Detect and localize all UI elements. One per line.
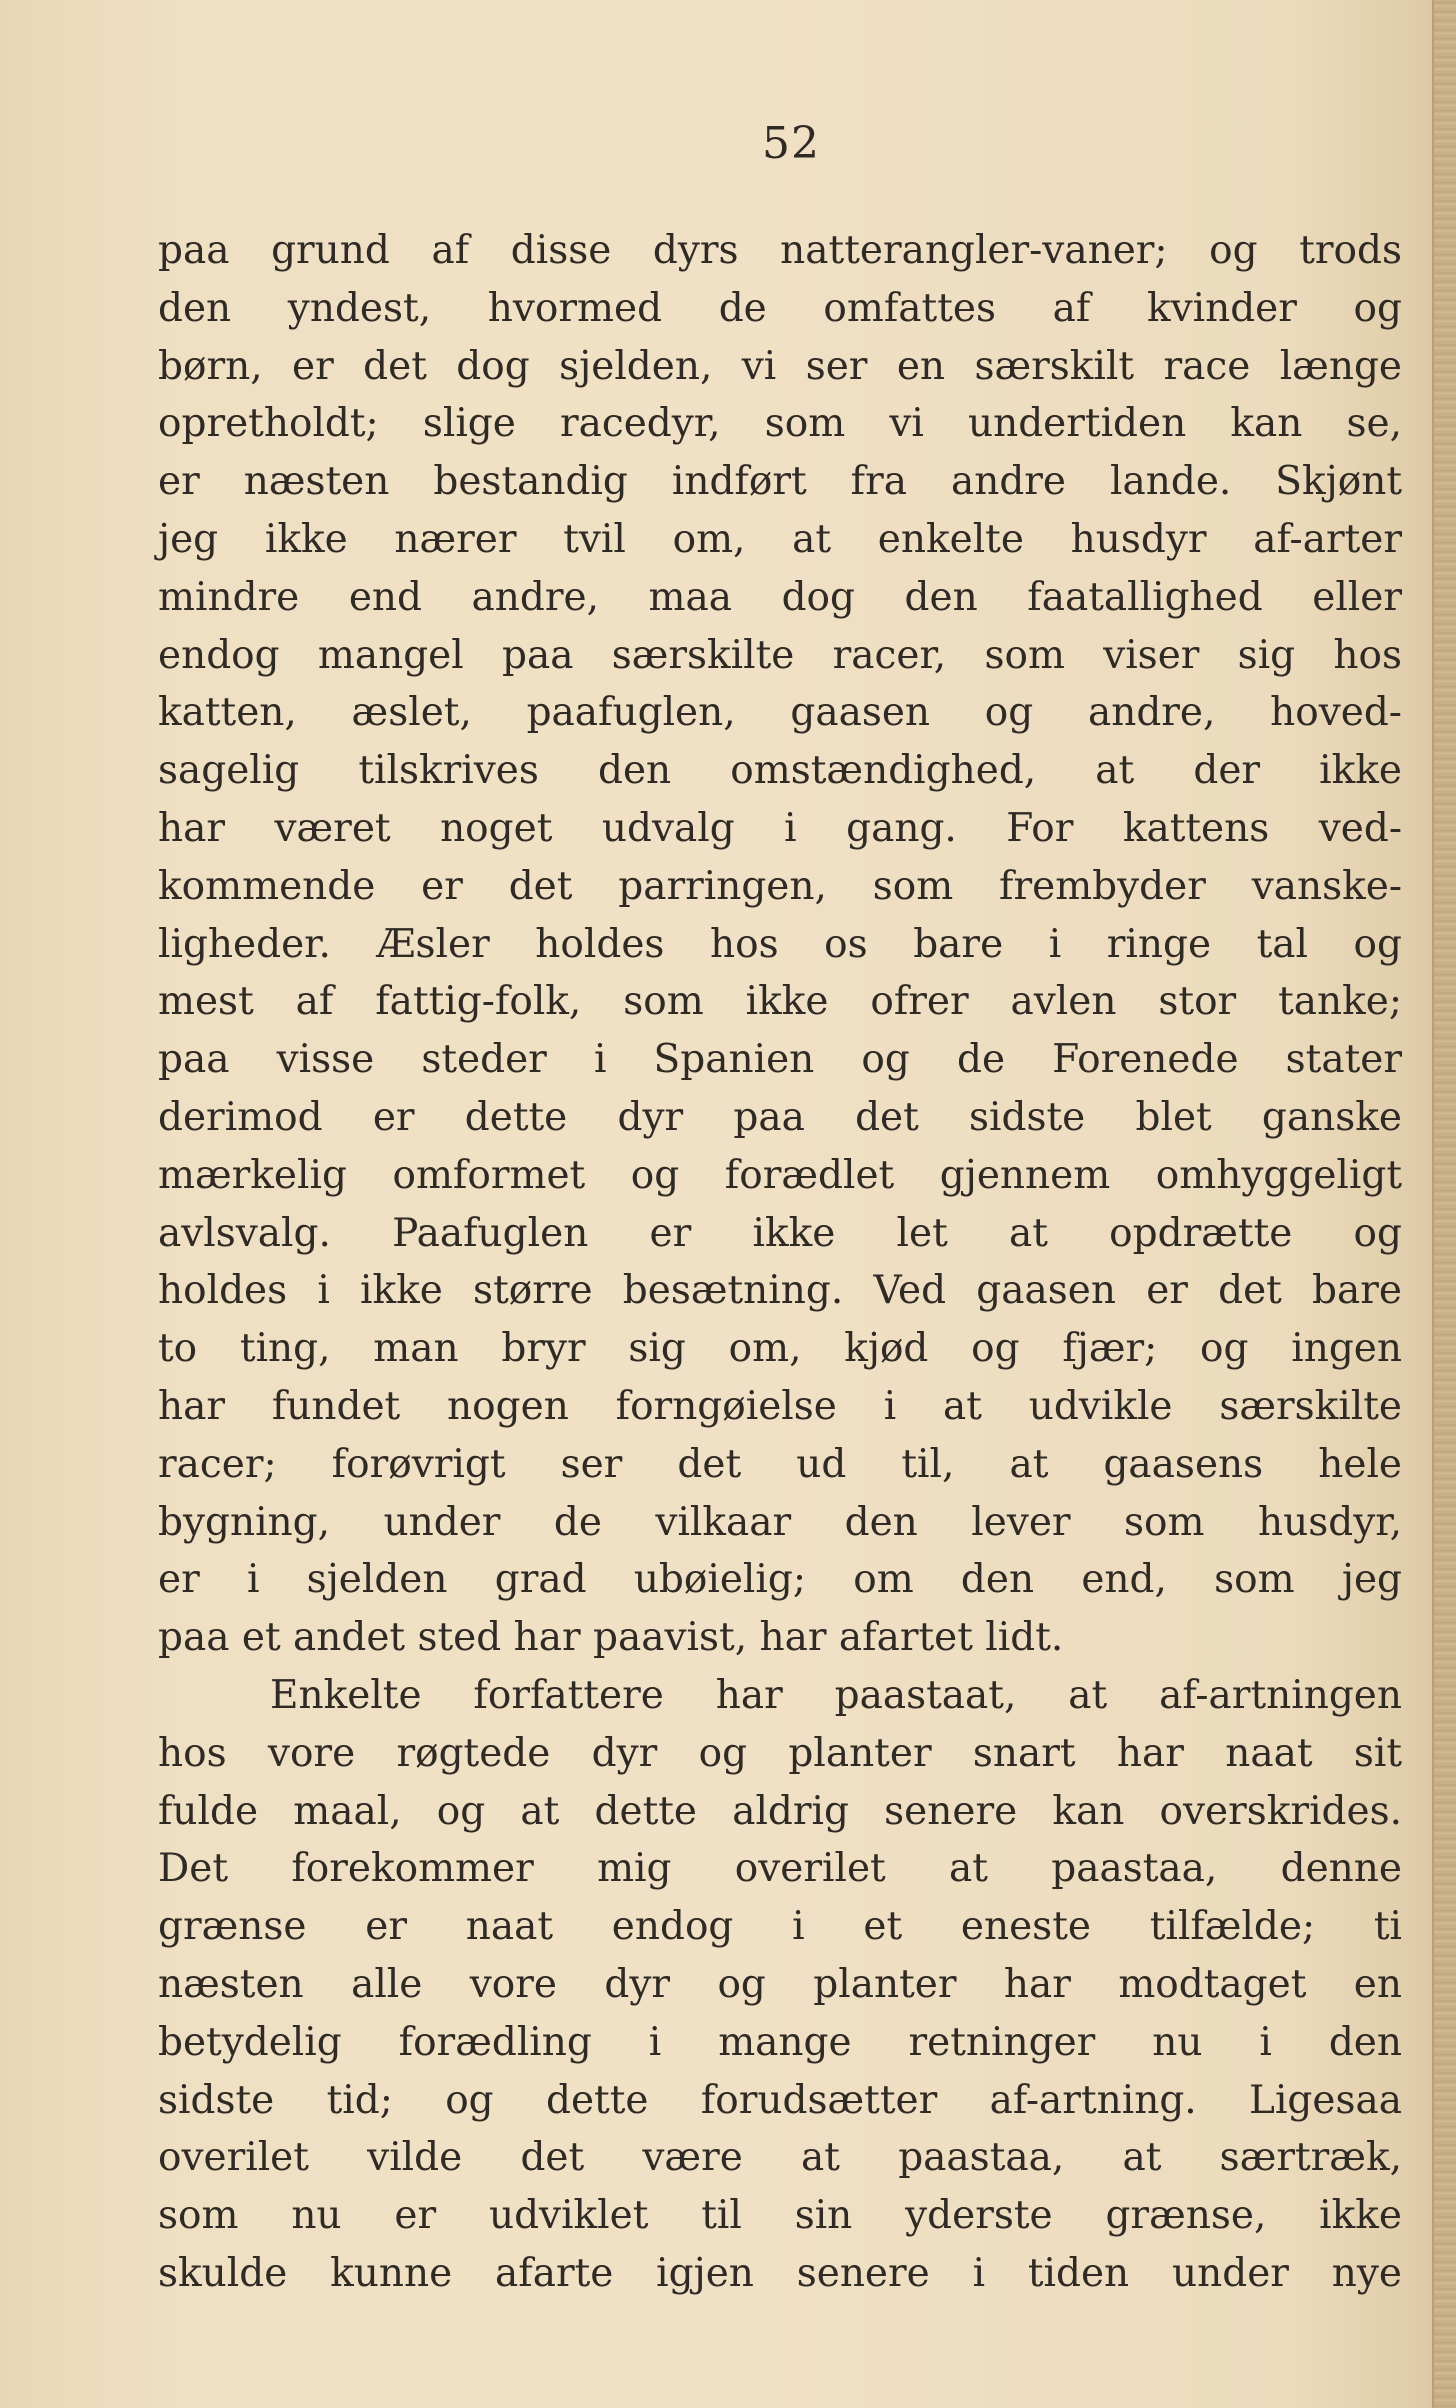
text-line: har fundet nogen forngøielse i at udvikle særskilte	[158, 1383, 1402, 1429]
text-line: som nu er udviklet til sin yderste grænse, ikke	[158, 2193, 1402, 2239]
text-line: fulde maal, og at dette aldrig senere kan overskrides.	[158, 1788, 1402, 1834]
text-line: hos vore røgtede dyr og planter snart har naat sit	[158, 1730, 1402, 1776]
text-line: næsten alle vore dyr og planter har modtaget en	[158, 1961, 1402, 2007]
text-line: bygning, under de vilkaar den lever som husdyr,	[158, 1499, 1402, 1545]
text-line: kommende er det parringen, som frembyder vanske-	[158, 863, 1402, 909]
text-line: sidste tid; og dette forudsætter af-artning. Ligesaa	[158, 2077, 1402, 2123]
text-line: jeg ikke nærer tvil om, at enkelte husdyr af-arter	[158, 516, 1402, 562]
text-line: katten, æslet, paafuglen, gaasen og andre, hoved-	[158, 690, 1402, 736]
text-line: avlsvalg. Paafuglen er ikke let at opdrætte og	[158, 1210, 1402, 1256]
text-line: derimod er dette dyr paa det sidste blet ganske	[158, 1094, 1402, 1140]
text-line: Det forekommer mig overilet at paastaa, denne	[158, 1846, 1402, 1892]
text-line: holdes i ikke større besætning. Ved gaasen er det bare	[158, 1268, 1402, 1314]
text-line: paa grund af disse dyrs natterangler-vaner; og trods	[158, 228, 1402, 273]
page-edge	[1434, 0, 1456, 2408]
text-line: børn, er det dog sjelden, vi ser en særskilt race længe	[158, 343, 1402, 389]
text-line: skulde kunne afarte igjen senere i tiden under nye	[158, 2250, 1402, 2296]
body-text	[158, 222, 1402, 2303]
text-line: paa et andet sted har paavist, har afartet lidt.	[158, 1615, 1064, 1661]
text-line: paa visse steder i Spanien og de Forenede stater	[158, 1037, 1402, 1083]
text-line: ligheder. Æsler holdes hos os bare i ringe tal og	[158, 921, 1402, 967]
text-line: den yndest, hvormed de omfattes af kvinder og	[158, 285, 1402, 331]
page-number: 52	[762, 118, 820, 169]
text-line: racer; forøvrigt ser det ud til, at gaasens hele	[158, 1441, 1402, 1487]
text-line: mærkelig omformet og forædlet gjennem omhyggeligt	[158, 1152, 1402, 1198]
text-line: opretholdt; slige racedyr, som vi undertiden kan se,	[158, 401, 1402, 447]
text-line: har været noget udvalg i gang. For kattens ved-	[158, 805, 1402, 851]
text-line: sagelig tilskrives den omstændighed, at der ikke	[158, 748, 1402, 794]
text-line: mindre end andre, maa dog den faatallighed eller	[158, 574, 1402, 620]
text-line: er næsten bestandig indført fra andre lande. Skjønt	[158, 459, 1402, 505]
text-line: mest af fattig-folk, som ikke ofrer avlen stor tanke;	[158, 979, 1402, 1025]
text-line: Enkelte forfattere har paastaat, at af-artningen	[270, 1672, 1402, 1718]
text-line: grænse er naat endog i et eneste tilfælde; ti	[158, 1904, 1402, 1950]
text-line: er i sjelden grad ubøielig; om den end, som jeg	[158, 1557, 1402, 1603]
text-line: overilet vilde det være at paastaa, at særtræk,	[158, 2135, 1402, 2181]
text-line: endog mangel paa særskilte racer, som viser sig hos	[158, 632, 1402, 678]
text-line: betydelig forædling i mange retninger nu i den	[158, 2019, 1402, 2065]
text-line: to ting, man bryr sig om, kjød og fjær; og ingen	[158, 1326, 1402, 1372]
